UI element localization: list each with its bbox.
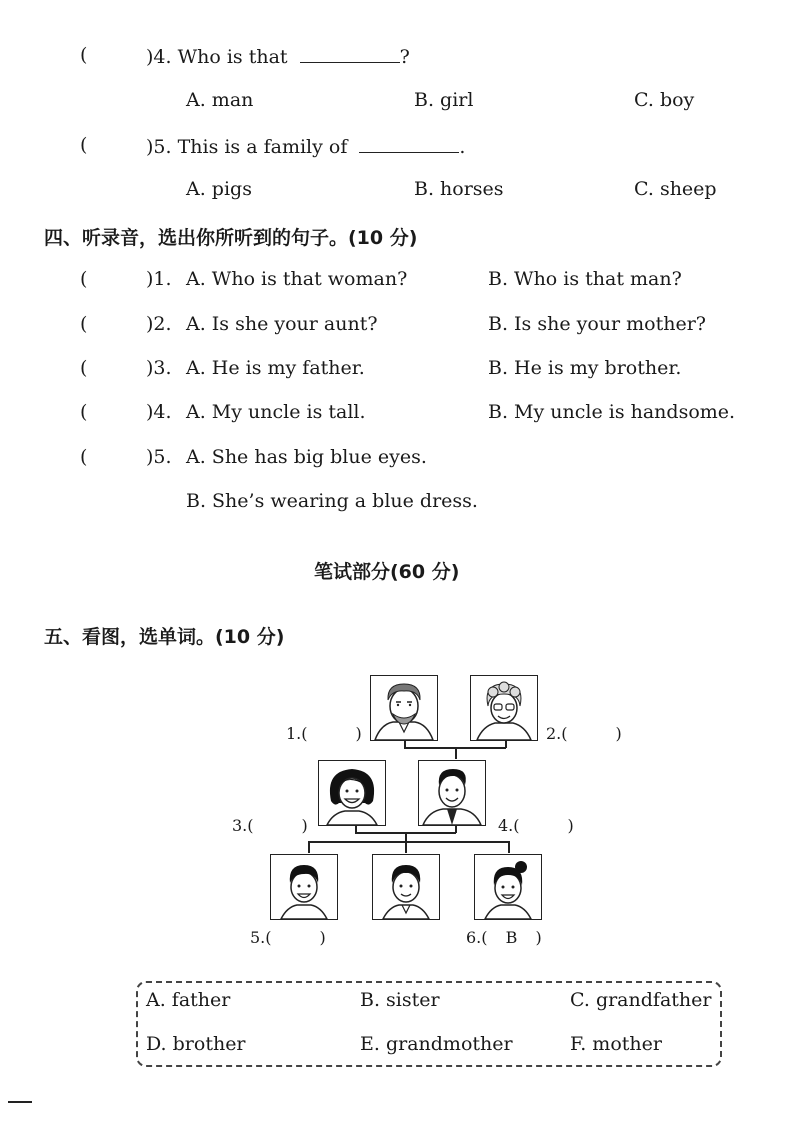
portrait-child-boy-left (270, 854, 338, 920)
fill-blank[interactable] (359, 134, 459, 153)
option-b[interactable]: B. horses (414, 178, 504, 200)
portrait-child-girl (474, 854, 542, 920)
question-4-text: )4. Who is that (146, 46, 288, 68)
tree-connector (455, 747, 457, 759)
option-c[interactable]: C. sheep (634, 178, 717, 200)
slot-close: ) (615, 724, 622, 743)
option-b[interactable]: B. girl (414, 89, 474, 111)
option-c[interactable]: C. boy (634, 89, 695, 111)
man-icon (419, 761, 485, 825)
section-4-title: 四、听录音，选出你所听到的句子。(10 分) (44, 227, 418, 249)
answer-slot-2[interactable] (546, 724, 622, 743)
answer-slot-1[interactable] (286, 724, 362, 743)
page-mark (8, 1101, 32, 1103)
option-a[interactable]: A. She has big blue eyes. (186, 446, 427, 468)
option-a[interactable]: A. pigs (186, 178, 252, 200)
old-woman-icon (471, 676, 537, 740)
portrait-child-boy-middle (372, 854, 440, 920)
option-b[interactable]: B. She’s wearing a blue dress. (186, 490, 478, 512)
tree-connector (508, 841, 510, 853)
tree-connector (308, 841, 509, 843)
option-b[interactable]: B. My uncle is handsome. (488, 401, 736, 423)
written-part-title: 笔试部分(60 分) (314, 561, 460, 583)
slot-close: ) (355, 724, 362, 743)
slot-number: 5.( (250, 928, 272, 947)
slot-number: 2.( (546, 724, 568, 743)
option-a[interactable]: A. My uncle is tall. (186, 401, 366, 423)
item-number: )1. (146, 268, 172, 290)
slot-number: 3.( (232, 816, 254, 835)
option-a[interactable]: A. He is my father. (186, 357, 365, 379)
question-4 (146, 44, 410, 68)
portrait-grandmother (470, 675, 538, 741)
option-a[interactable]: A. Who is that woman? (186, 268, 408, 290)
word-option[interactable]: D. brother (146, 1033, 246, 1055)
answer-paren[interactable]: ( (80, 268, 88, 290)
slot-number: 4.( (498, 816, 520, 835)
section-5-title: 五、看图，选单词。(10 分) (44, 626, 285, 648)
slot-number: 6.( (466, 928, 488, 947)
answer-paren[interactable]: ( (80, 313, 88, 335)
answer-paren[interactable]: ( (80, 446, 88, 468)
tree-connector (308, 841, 310, 853)
answer-slot-5[interactable] (250, 928, 326, 947)
option-a[interactable]: A. Is she your aunt? (186, 313, 378, 335)
option-a[interactable]: A. man (186, 89, 254, 111)
answer-paren[interactable]: ( (80, 357, 88, 379)
question-5-text: )5. This is a family of (146, 136, 348, 158)
answer-6-value: B (505, 928, 518, 947)
portrait-mother (318, 760, 386, 826)
slot-close: ) (535, 928, 542, 947)
option-b[interactable]: B. He is my brother. (488, 357, 682, 379)
boy-icon (373, 855, 439, 919)
slot-close: ) (567, 816, 574, 835)
item-number: )2. (146, 313, 172, 335)
word-option[interactable]: E. grandmother (360, 1033, 513, 1055)
word-option[interactable]: A. father (146, 989, 231, 1011)
word-option[interactable]: F. mother (570, 1033, 662, 1055)
option-b[interactable]: B. Is she your mother? (488, 313, 706, 335)
woman-icon (319, 761, 385, 825)
option-b[interactable]: B. Who is that man? (488, 268, 682, 290)
answer-paren[interactable]: ( (80, 401, 88, 423)
item-number: )3. (146, 357, 172, 379)
slot-number: 1.( (286, 724, 308, 743)
word-option[interactable]: B. sister (360, 989, 440, 1011)
portrait-father (418, 760, 486, 826)
question-5-end: . (459, 136, 466, 158)
fill-blank[interactable] (300, 44, 400, 63)
answer-slot-6[interactable] (466, 928, 542, 947)
question-5 (146, 134, 465, 158)
question-4-end: ? (399, 46, 410, 68)
item-number: )4. (146, 401, 172, 423)
answer-slot-4[interactable] (498, 816, 574, 835)
portrait-grandfather (370, 675, 438, 741)
girl-icon (475, 855, 541, 919)
answer-paren-q5[interactable]: ( (80, 134, 88, 156)
answer-slot-3[interactable] (232, 816, 308, 835)
item-number: )5. (146, 446, 172, 468)
answer-paren-q4[interactable]: ( (80, 44, 88, 66)
boy-icon (271, 855, 337, 919)
tree-connector (405, 841, 407, 853)
word-option[interactable]: C. grandfather (570, 989, 712, 1011)
slot-close: ) (301, 816, 308, 835)
old-man-icon (371, 676, 437, 740)
slot-close: ) (319, 928, 326, 947)
